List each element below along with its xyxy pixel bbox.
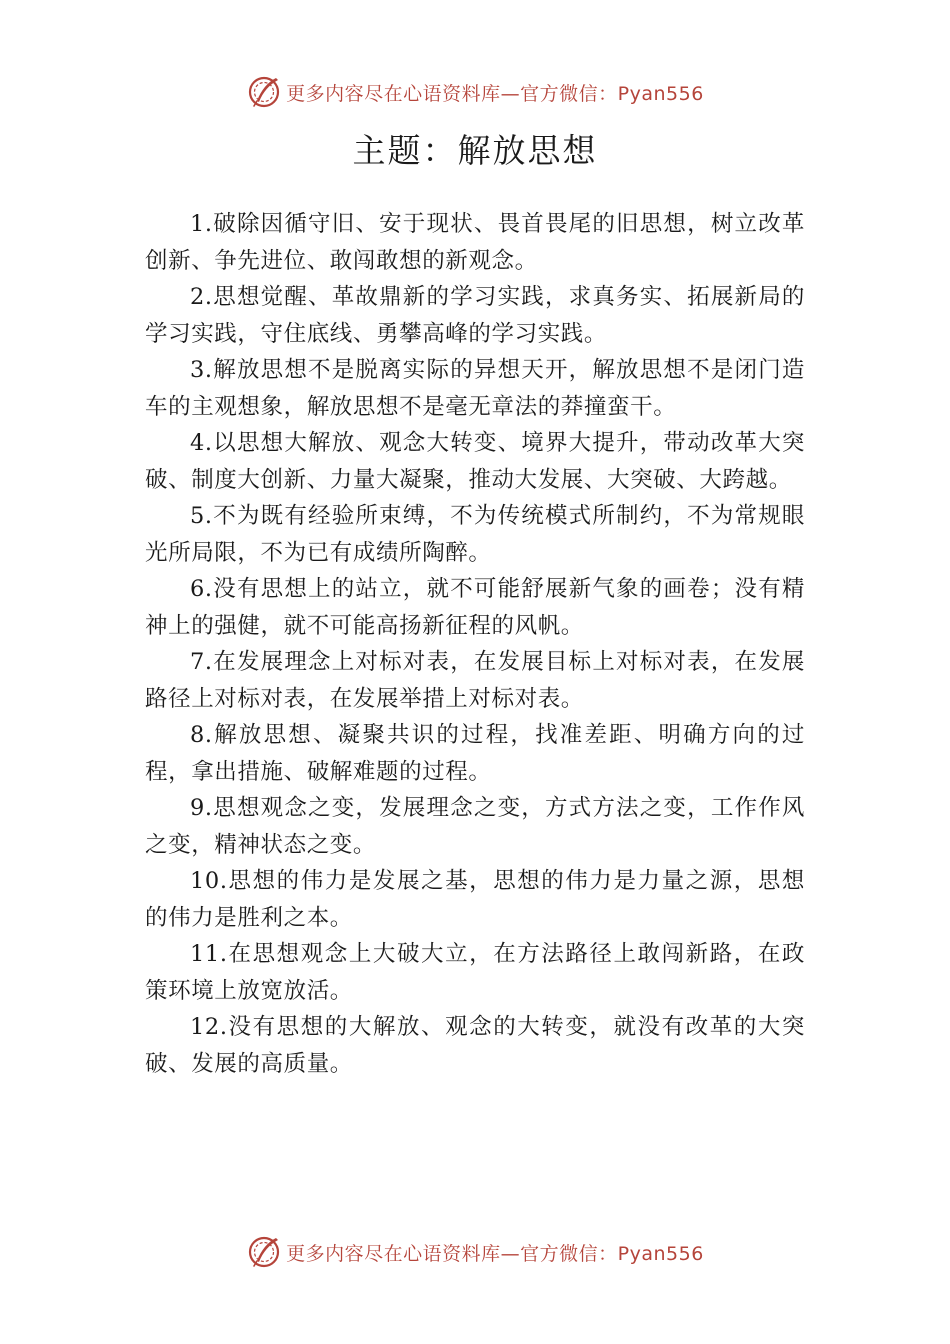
quill-seal-logo-icon bbox=[246, 1234, 282, 1270]
paragraph-2: 2.思想觉醒、革故鼎新的学习实践，求真务实、拓展新局的学习实践，守住底线、勇攀高峰的学习实践。 bbox=[145, 284, 805, 347]
paragraph-10: 10.思想的伟力是发展之基，思想的伟力是力量之源，思想的伟力是胜利之本。 bbox=[145, 868, 805, 931]
footer-banner-text: 更多内容尽在心语资料库—官方微信：Pyan556 bbox=[286, 1242, 704, 1265]
paragraph-1: 1.破除因循守旧、安于现状、畏首畏尾的旧思想，树立改革创新、争先进位、敢闯敢想的新观念。 bbox=[145, 211, 805, 274]
header-banner-text: 更多内容尽在心语资料库—官方微信：Pyan556 bbox=[286, 82, 704, 105]
paragraph-4: 4.以思想大解放、观念大转变、境界大提升，带动改革大突破、制度大创新、力量大凝聚，推动大发展、大突破、大跨越。 bbox=[145, 430, 805, 493]
header-banner bbox=[0, 72, 950, 112]
quill-seal-logo-icon bbox=[246, 74, 282, 110]
paragraph-5: 5.不为既有经验所束缚，不为传统模式所制约，不为常规眼光所局限，不为已有成绩所陶醉。 bbox=[145, 503, 805, 566]
paragraph-12: 12.没有思想的大解放、观念的大转变，就没有改革的大突破、发展的高质量。 bbox=[145, 1014, 805, 1077]
paragraph-11: 11.在思想观念上大破大立，在方法路径上敢闯新路，在政策环境上放宽放活。 bbox=[145, 941, 805, 1004]
page-title: 主题：解放思想 bbox=[352, 131, 598, 170]
footer-banner bbox=[0, 1232, 950, 1272]
paragraph-7: 7.在发展理念上对标对表，在发展目标上对标对表，在发展路径上对标对表，在发展举措上对标对表。 bbox=[145, 649, 805, 712]
paragraph-9: 9.思想观念之变，发展理念之变，方式方法之变，工作作风之变，精神状态之变。 bbox=[145, 795, 805, 858]
document-body bbox=[145, 206, 805, 1082]
paragraph-6: 6.没有思想上的站立，就不可能舒展新气象的画卷；没有精神上的强健，就不可能高扬新征程的风帆。 bbox=[145, 576, 805, 639]
paragraph-3: 3.解放思想不是脱离实际的异想天开，解放思想不是闭门造车的主观想象，解放思想不是毫无章法的莽撞蛮干。 bbox=[145, 357, 805, 420]
paragraph-8: 8.解放思想、凝聚共识的过程，找准差距、明确方向的过程，拿出措施、破解难题的过程。 bbox=[145, 722, 805, 785]
